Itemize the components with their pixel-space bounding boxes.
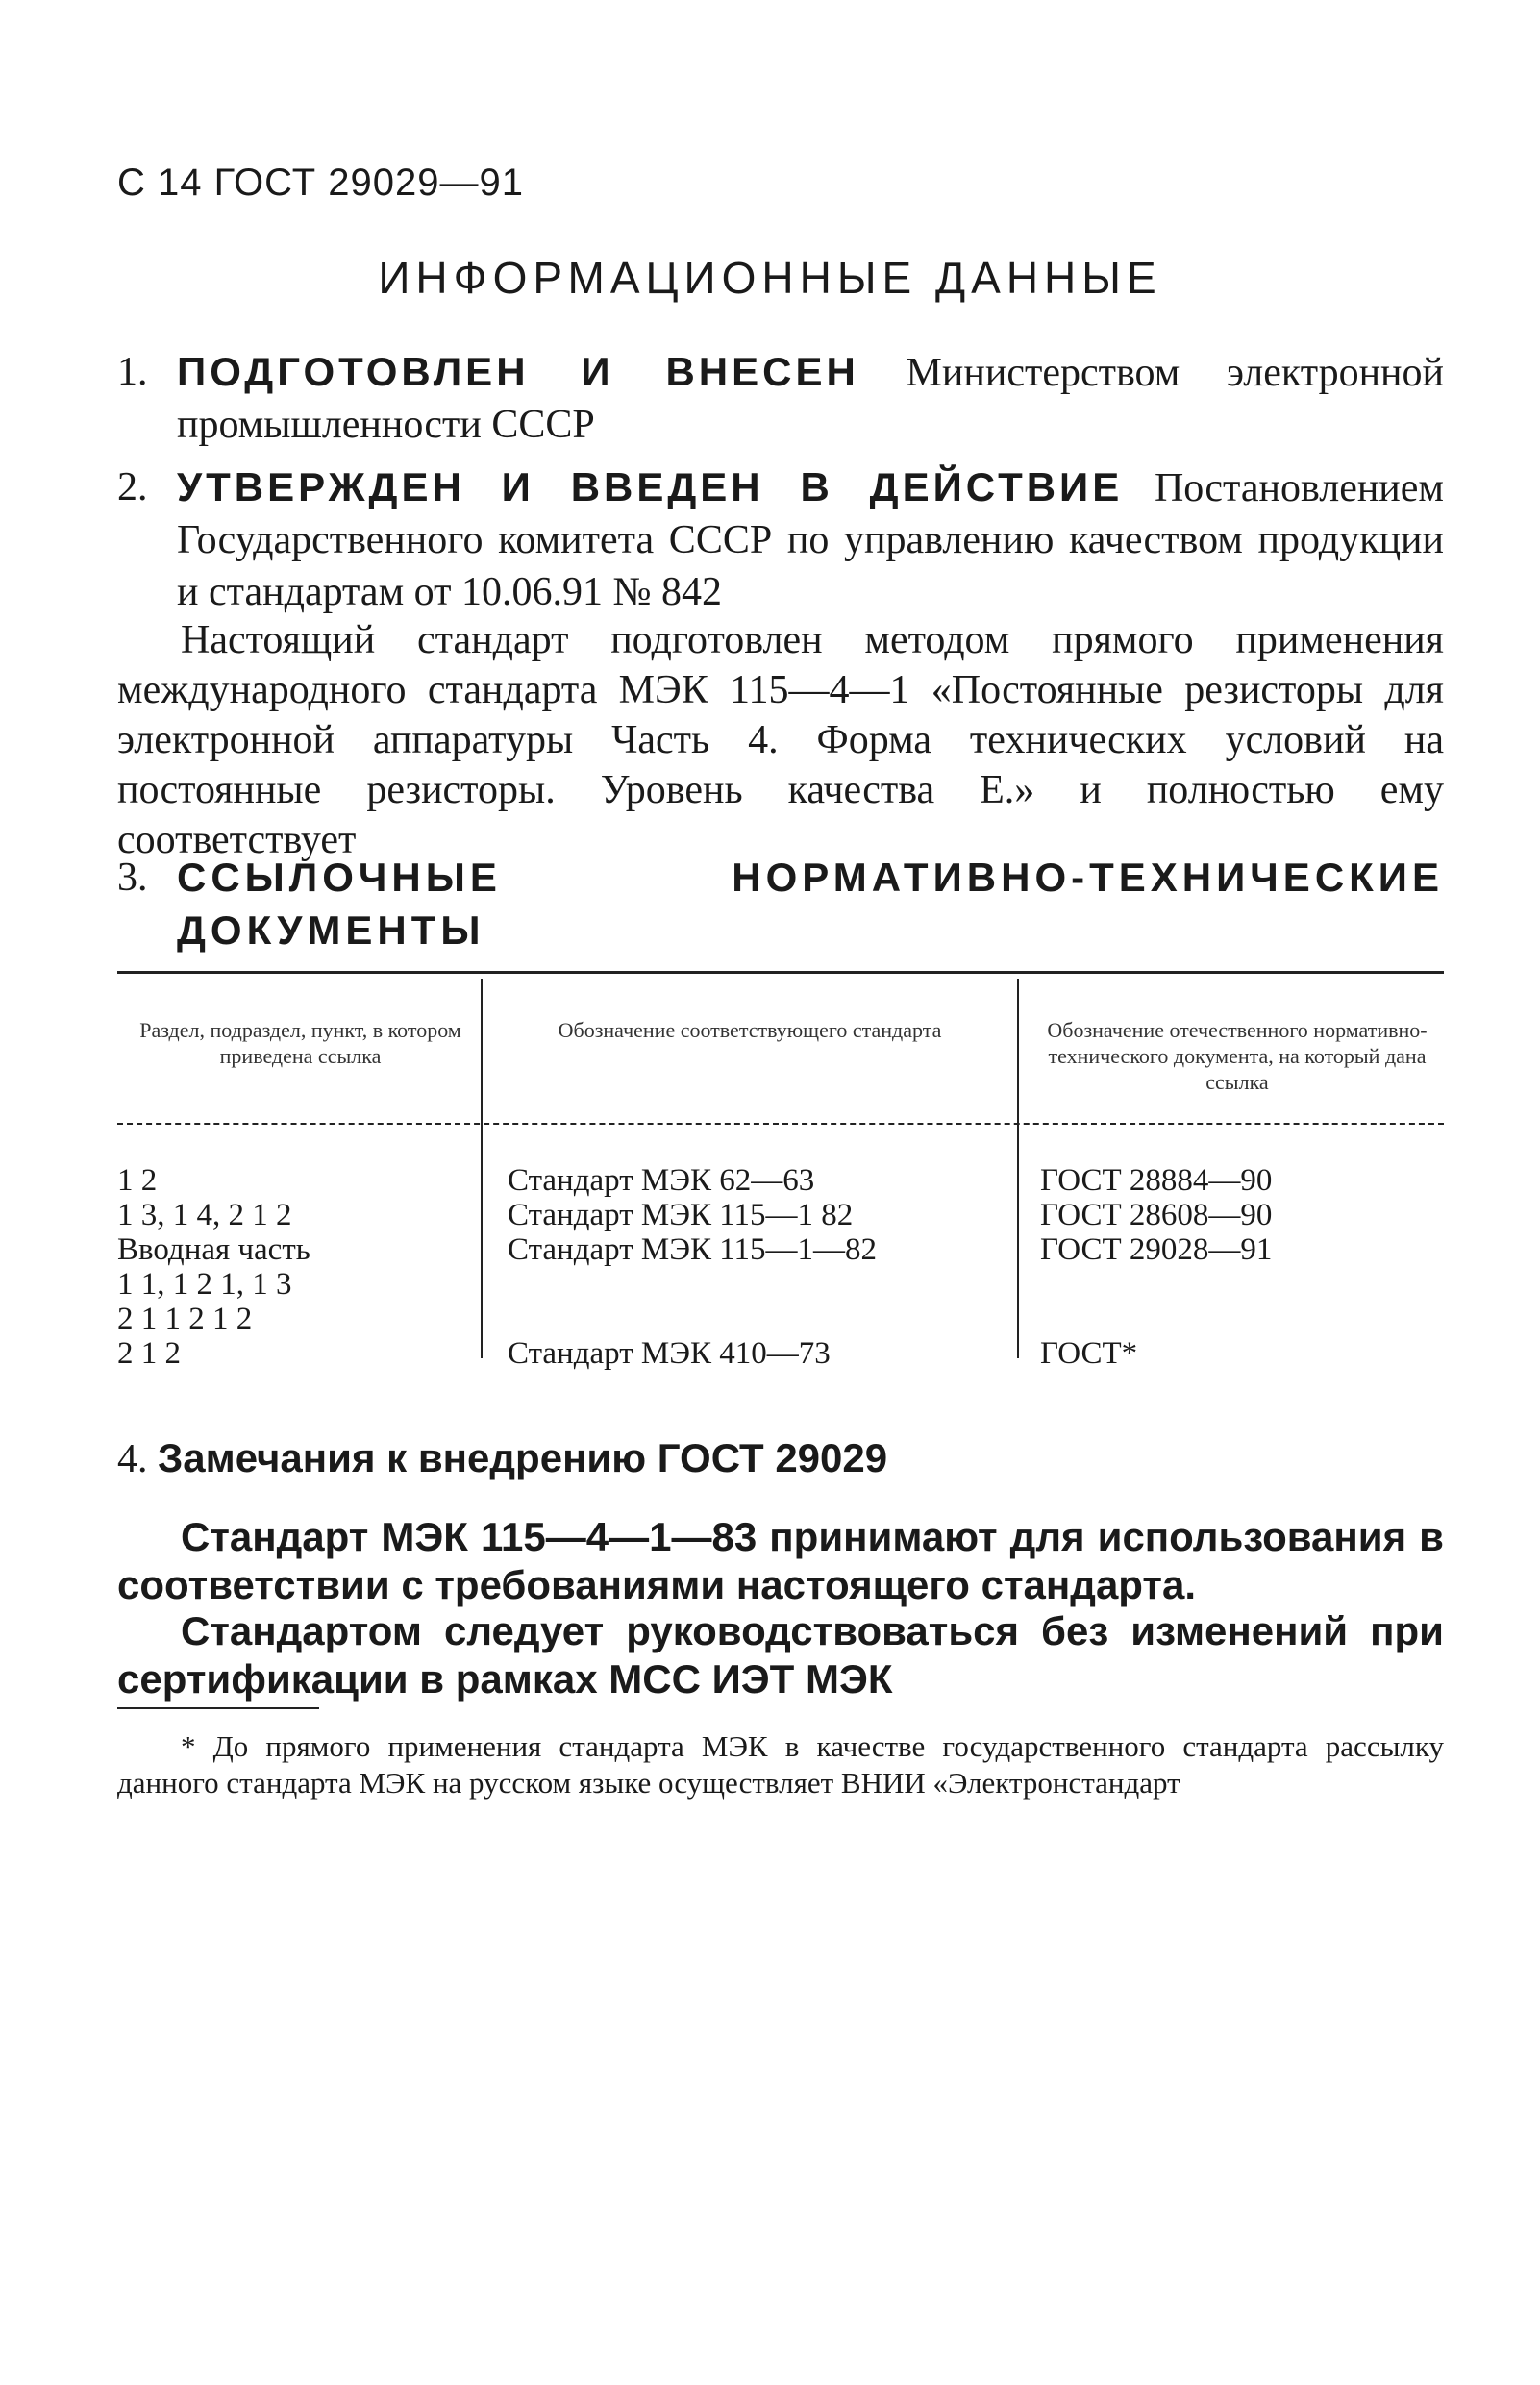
section-3 [117,852,1444,957]
table-header-cell: Обозначение отечественного нормативно-технического документа, на который дана ссылка [1047,1018,1428,1094]
table-column-standard [508,1163,1007,1371]
section-heading: Замечания к внедрению ГОСТ 29029 [158,1435,888,1480]
table-cell: 1 2 [117,1163,158,1198]
section-1 [117,346,1444,451]
table-cell: ГОСТ* [1040,1336,1138,1371]
section-heading: ССЫЛОЧНЫЕ НОРМАТИВНО-ТЕХНИЧЕСКИЕ ДОКУМЕНТЫ [177,855,1444,953]
table-column-section [117,1163,463,1371]
page-title: ИНФОРМАЦИОННЫЕ ДАННЫЕ [378,253,1162,303]
table-cell [508,1302,1007,1336]
table-cell [1040,1302,1444,1336]
footnote-rule [117,1707,319,1709]
remark-paragraph: Стандартом следует руководствоваться без изменений при сертификации в рамках МСС ИЭТ МЭК [117,1608,1444,1702]
intro-paragraph: Настоящий стандарт подготовлен методом прямого применения международного стандарта МЭК 115—4—1 «Постоянные резисторы для электронной аппаратуры Часть 4. Форма технических условий на постоянные резисторы. Уровень качества Е.» и полностью ему соответствует [117,618,1444,862]
section-number: 1. [117,350,148,394]
table-cell: Стандарт МЭК 115—1 82 [508,1198,854,1232]
table-cell: ГОСТ 29028—91 [1040,1232,1273,1267]
table-header-cell: Раздел, подраздел, пункт, в котором приведена ссылка [139,1018,461,1068]
table-cell [508,1267,1007,1302]
table-header-cell: Обозначение соответствующего стандарта [558,1018,942,1042]
table-cell: Стандарт МЭК 410—73 [508,1336,831,1371]
table-cell: 1 3, 1 4, 2 1 2 [117,1198,292,1232]
section-4 [117,1432,887,1485]
table-cell: Стандарт МЭК 115—1—82 [508,1232,878,1267]
table-cell: 1 1, 1 2 1, 1 3 [117,1267,292,1302]
table-top-rule [117,971,1444,974]
section-number: 3. [117,856,148,900]
section-heading: ПОДГОТОВЛЕН И ВНЕСЕН [177,349,859,394]
table-cell: Вводная часть [117,1232,310,1267]
section-2 [117,461,1444,618]
table-cell: 2 1 2 [117,1336,181,1371]
section-number: 2. [117,465,148,509]
section-number: 4. [117,1437,148,1481]
table-cell: Стандарт МЭК 62—63 [508,1163,815,1198]
footnote: * До прямого применения стандарта МЭК в качестве государственного стандарта рассылку данного стандарта МЭК на русском языке осуществляет ВНИИ «Электронстандарт [117,1729,1444,1800]
table-cell [1040,1267,1444,1302]
section-text: Постановлением Государственного комитета СССР по управлению качеством продукции и стандартам от 10.06.91 № 842 [177,466,1445,614]
table-column-divider [1017,979,1019,1358]
section-heading: УТВЕРЖДЕН И ВВЕДЕН В ДЕЙСТВИЕ [177,464,1124,509]
table-column-divider [481,979,483,1358]
table-cell: 2 1 1 2 1 2 [117,1302,253,1336]
table-column-gost [1040,1163,1444,1371]
table-header-rule [117,1123,1444,1125]
section-text: Министерством электронной промышленности СССР [177,351,1445,447]
running-head: С 14 ГОСТ 29029—91 [117,161,524,204]
table-cell: ГОСТ 28884—90 [1040,1163,1273,1198]
table-cell: ГОСТ 28608—90 [1040,1198,1273,1232]
remark-paragraph: Стандарт МЭК 115—4—1—83 принимают для использования в соответствии с требованиями настоящего стандарта. [117,1514,1444,1607]
